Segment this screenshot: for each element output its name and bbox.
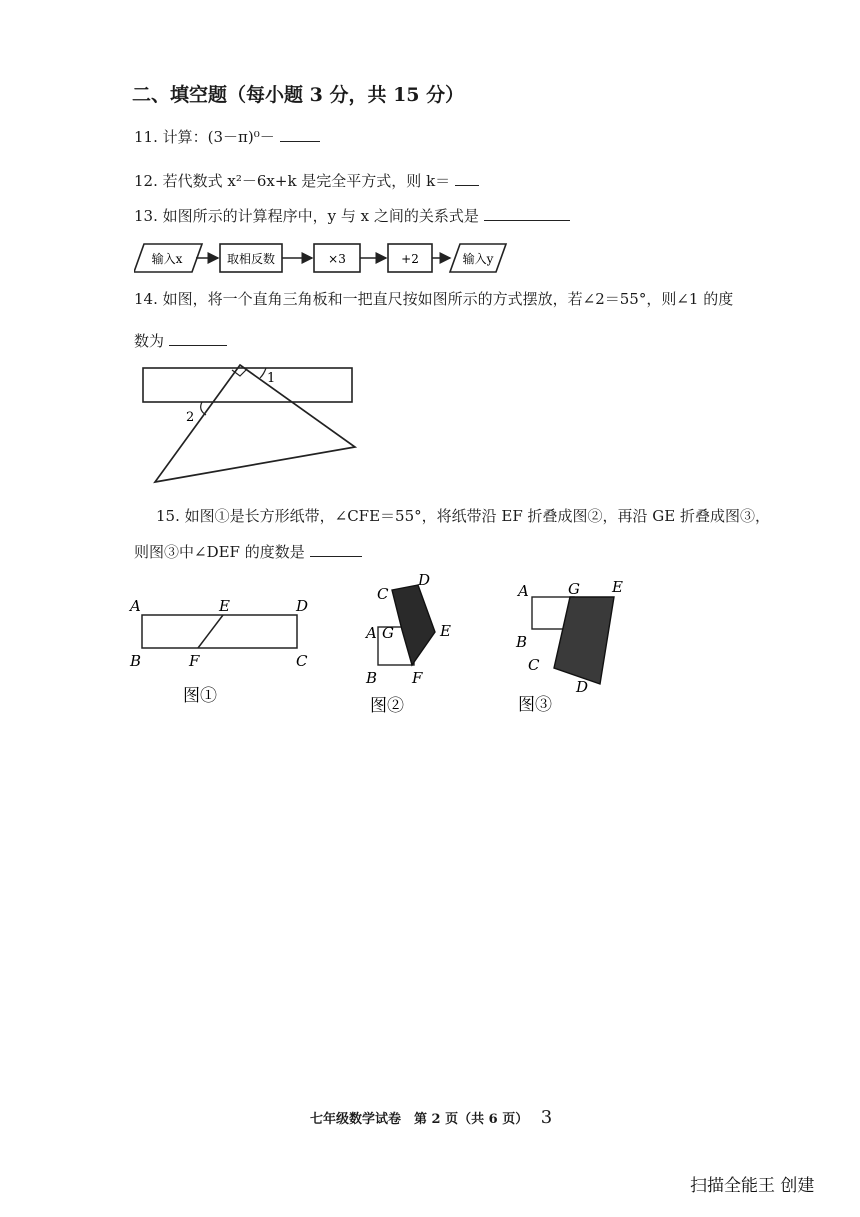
- question-11: [134, 126, 320, 147]
- point-c-label: C: [296, 652, 308, 670]
- point-a-label: A: [518, 582, 529, 600]
- figure-3: [510, 572, 640, 720]
- answer-blank[interactable]: [280, 127, 320, 142]
- figure-2-caption: 图②: [370, 696, 404, 716]
- figure-1: [125, 590, 325, 710]
- question-15-line2: [134, 541, 362, 562]
- point-e-label: E: [612, 578, 623, 596]
- point-a-label: A: [366, 624, 377, 642]
- point-f-label: F: [412, 669, 423, 687]
- fold-line-ef: [198, 615, 223, 648]
- question-number: 14.: [134, 290, 158, 308]
- point-e-label: E: [440, 622, 451, 640]
- angle-1-arc: [260, 368, 266, 378]
- question-number: 12.: [134, 172, 158, 190]
- point-d-label: D: [576, 678, 589, 696]
- flow-output-label: 输入y: [462, 252, 494, 266]
- question-13: [134, 205, 570, 226]
- point-c-label: C: [377, 585, 389, 603]
- scanner-watermark: 扫描全能王 创建: [690, 1176, 815, 1196]
- point-b-label: B: [516, 633, 528, 651]
- question-text: 如图①是长方形纸带，∠CFE＝55°，将纸带沿 EF 折叠成图②，再沿 GE 折叠成图③，: [184, 507, 770, 525]
- answer-blank[interactable]: [310, 542, 362, 557]
- point-g-label: G: [382, 624, 394, 642]
- question-text: 如图，将一个直角三角板和一把直尺按如图所示的方式摆放，若∠2＝55°，则∠1 的度: [162, 290, 734, 308]
- question-15: [156, 505, 770, 526]
- folded-part: [392, 585, 435, 665]
- flow-input-label: 输入x: [151, 252, 183, 266]
- question-text: 数为: [134, 332, 165, 350]
- flow-step-times3: ×3: [328, 252, 346, 266]
- footer-text: 七年级数学试卷 第 2 页（共 6 页）: [310, 1112, 529, 1127]
- answer-blank[interactable]: [169, 331, 227, 346]
- flowchart: [134, 241, 514, 275]
- point-d-label: D: [418, 571, 431, 589]
- figure-2: [360, 570, 470, 720]
- question-number: 13.: [134, 207, 158, 225]
- point-g-label: G: [568, 580, 580, 598]
- set-square: [155, 365, 355, 482]
- section-title: 二、填空题（每小题 3 分，共 15 分）: [132, 84, 465, 106]
- question-number: 15.: [156, 507, 180, 525]
- flow-step-plus2: +2: [401, 252, 419, 266]
- question-number: 11.: [134, 128, 158, 146]
- question-text: 如图所示的计算程序中，y 与 x 之间的关系式是: [162, 207, 479, 225]
- question-text: 计算：(3－π)⁰－: [162, 128, 275, 146]
- point-b-label: B: [130, 652, 142, 670]
- point-a-label: A: [130, 597, 141, 615]
- question-14-line2: [134, 330, 227, 351]
- point-b-label: B: [366, 669, 378, 687]
- question-12: [134, 170, 479, 191]
- flow-step-negate: 取相反数: [226, 252, 276, 266]
- angle-1-label: 1: [267, 371, 276, 386]
- handwritten-page-number: 3: [540, 1107, 553, 1128]
- point-c-label: C: [528, 656, 540, 674]
- folded-part: [554, 597, 614, 684]
- figure-3-caption: 图③: [518, 695, 552, 715]
- question-text: 若代数式 x²－6x+k 是完全平方式，则 k＝: [162, 172, 451, 190]
- angle-2-label: 2: [186, 410, 195, 425]
- answer-blank[interactable]: [455, 171, 479, 186]
- point-d-label: D: [296, 597, 309, 615]
- ruler: [143, 368, 352, 402]
- point-e-label: E: [219, 597, 230, 615]
- page-footer: [310, 1107, 552, 1128]
- question-text: 则图③中∠DEF 的度数是: [134, 543, 305, 561]
- figure-1-caption: 图①: [183, 686, 217, 706]
- question-14: [134, 288, 733, 309]
- point-f-label: F: [189, 652, 200, 670]
- ruler-triangle-figure: [140, 360, 370, 490]
- answer-blank[interactable]: [484, 206, 570, 221]
